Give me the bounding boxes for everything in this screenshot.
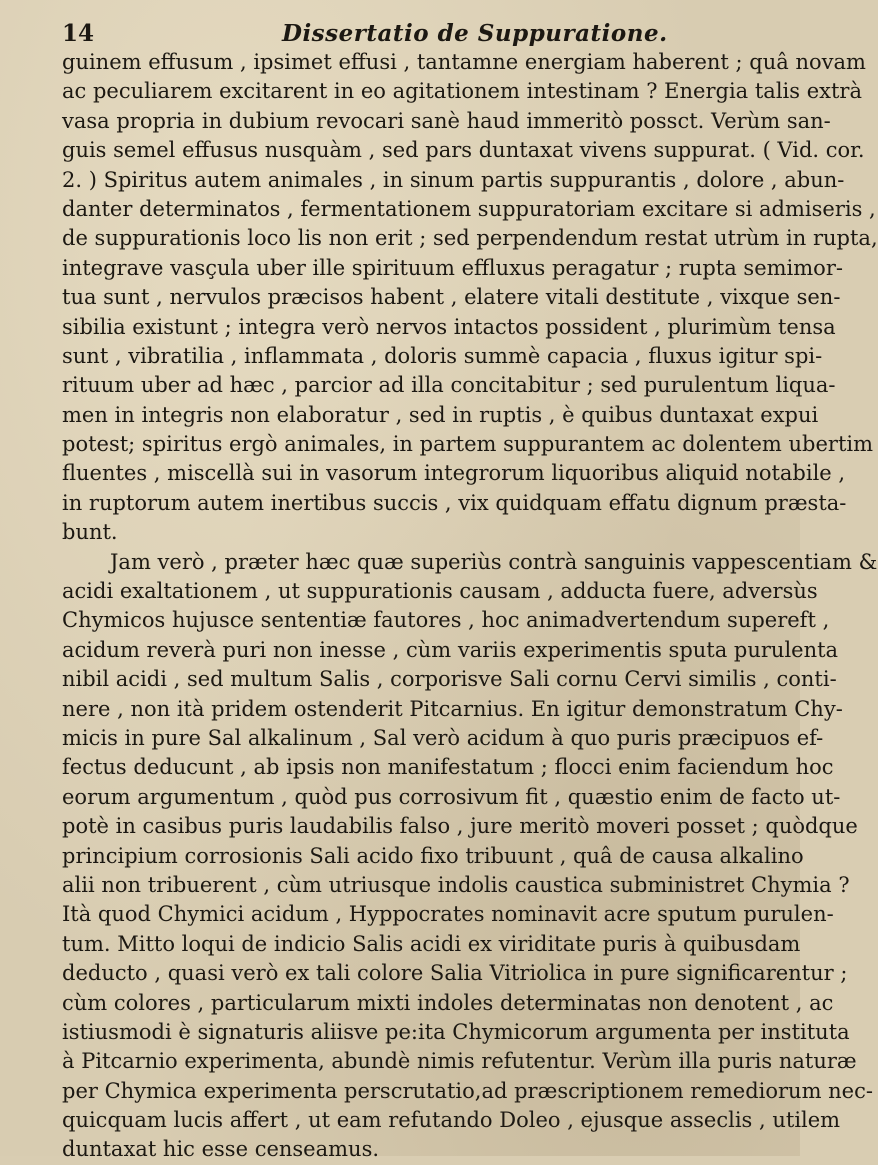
text-line: principium corrosionis Sali acido fixo tribuunt , quâ de causa alkalino (62, 843, 804, 868)
text-line: de suppurationis loco lis non erit ; sed perpendendum restat utrùm in rupta, (62, 226, 878, 251)
text-line: micis in pure Sal alkalinum , Sal verò acidum à quo puris præcipuos ef- (62, 725, 824, 750)
text-line: rituum uber ad hæc , parcior ad illa concitabitur ; sed purulentum liqua- (62, 373, 836, 398)
paragraph-end-line: duntaxat hic esse censeamus. (62, 1137, 380, 1162)
text-line: guis semel effusus nusquàm , sed pars duntaxat vivens suppurat. ( Vid. cor. (62, 138, 865, 163)
text-line: Ità quod Chymici acidum , Hyppocrates nominavit acre sputum purulen- (62, 902, 834, 927)
text-line: fectus deducunt , ab ipsis non manifestatum ; flocci enim faciendum hoc (62, 755, 834, 780)
text-line: cùm colores , particularum mixti indoles determinatas non denotent , ac (62, 990, 834, 1015)
text-line: acidi exaltationem , ut suppurationis causam , adducta fuere, adversùs (62, 579, 818, 604)
text-line: nere , non ità pridem ostenderit Pitcarnius. En igitur demonstratum Chy- (62, 696, 843, 721)
text-line: fluentes , miscellà sui in vasorum integrorum liquoribus aliquid notabile , (62, 461, 846, 486)
text-line: à Pitcarnio experimenta, abundè nimis refutentur. Verùm illa puris naturæ (62, 1049, 857, 1074)
text-line: per Chymica experimenta perscrutatio,ad præscriptionem remediorum nec- (62, 1078, 873, 1103)
text-line: sunt , vibratilia , inflammata , doloris summè capacia , fluxus igitur spi- (62, 343, 823, 368)
text-line: men in integris non elaboratur , sed in ruptis , è quibus duntaxat expui (62, 402, 819, 427)
text-line: danter determinatos , fermentationem suppuratoriam excitare si admiseris , (62, 196, 876, 221)
text-line: tum. Mitto loqui de indicio Salis acidi ex viriditate puris à quibusdam (62, 931, 801, 956)
text-line: quicquam lucis affert , ut eam refutando Doleo , ejusque asseclis , utilem (62, 1108, 841, 1133)
text-line: integrave vasçula uber ille spirituum effluxus peragatur ; rupta semimor- (62, 255, 843, 280)
text-line: in ruptorum autem inertibus succis , vix quidquam effatu dignum præsta- (62, 490, 847, 515)
text-line: istiusmodi è signaturis aliisve pe:ita Chymicorum argumenta per instituta (62, 1019, 850, 1044)
text-line: Chymicos hujusce sententiæ fautores , hoc animadvertendum supereft , (62, 608, 830, 633)
text-line: potè in casibus puris laudabilis falso , jure meritò moveri posset ; quòdque (62, 814, 858, 839)
paragraph-start-line: Jam verò , præter hæc quæ superiùs contrà sanguinis vappescentiam & (110, 549, 878, 574)
body-text (62, 48, 878, 1165)
text-line: ac peculiarem excitarent in eo agitationem intestinam ? Energia talis extrà (62, 79, 862, 104)
text-line: alii non tribuerent , cùm utriusque indolis caustica subministret Chymia ? (62, 872, 850, 897)
text-line: eorum argumentum , quòd pus corrosivum fit , quæstio enim de facto ut- (62, 784, 841, 809)
text-line: 2. ) Spiritus autem animales , in sinum partis suppurantis , dolore , abun- (62, 167, 845, 192)
text-line: potest; spiritus ergò animales, in partem suppurantem ac dolentem ubertim (62, 432, 874, 457)
paragraph-end-line: bunt. (62, 520, 118, 545)
text-line: nibil acidi , sed multum Salis , corporisve Sali cornu Cervi similis , conti- (62, 667, 837, 692)
text-line: sibilia existunt ; integra verò nervos intactos possident , plurimùm tensa (62, 314, 836, 339)
running-title: Dissertatio de Suppuratione. (282, 20, 668, 47)
text-line: tua sunt , nervulos præcisos habent , elatere vitali destitute , vixque sen- (62, 285, 841, 310)
page-number: 14 (62, 20, 95, 47)
text-line: deducto , quasi verò ex tali colore Salia Vitriolica in pure significarentur ; (62, 961, 848, 986)
text-line: acidum reverà puri non inesse , cùm variis experimentis sputa purulenta (62, 637, 839, 662)
text-line: vasa propria in dubium revocari sanè haud immeritò possct. Verùm san- (62, 108, 831, 133)
text-line: guinem effusum , ipsimet effusi , tantamne energiam haberent ; quâ novam (62, 50, 866, 74)
